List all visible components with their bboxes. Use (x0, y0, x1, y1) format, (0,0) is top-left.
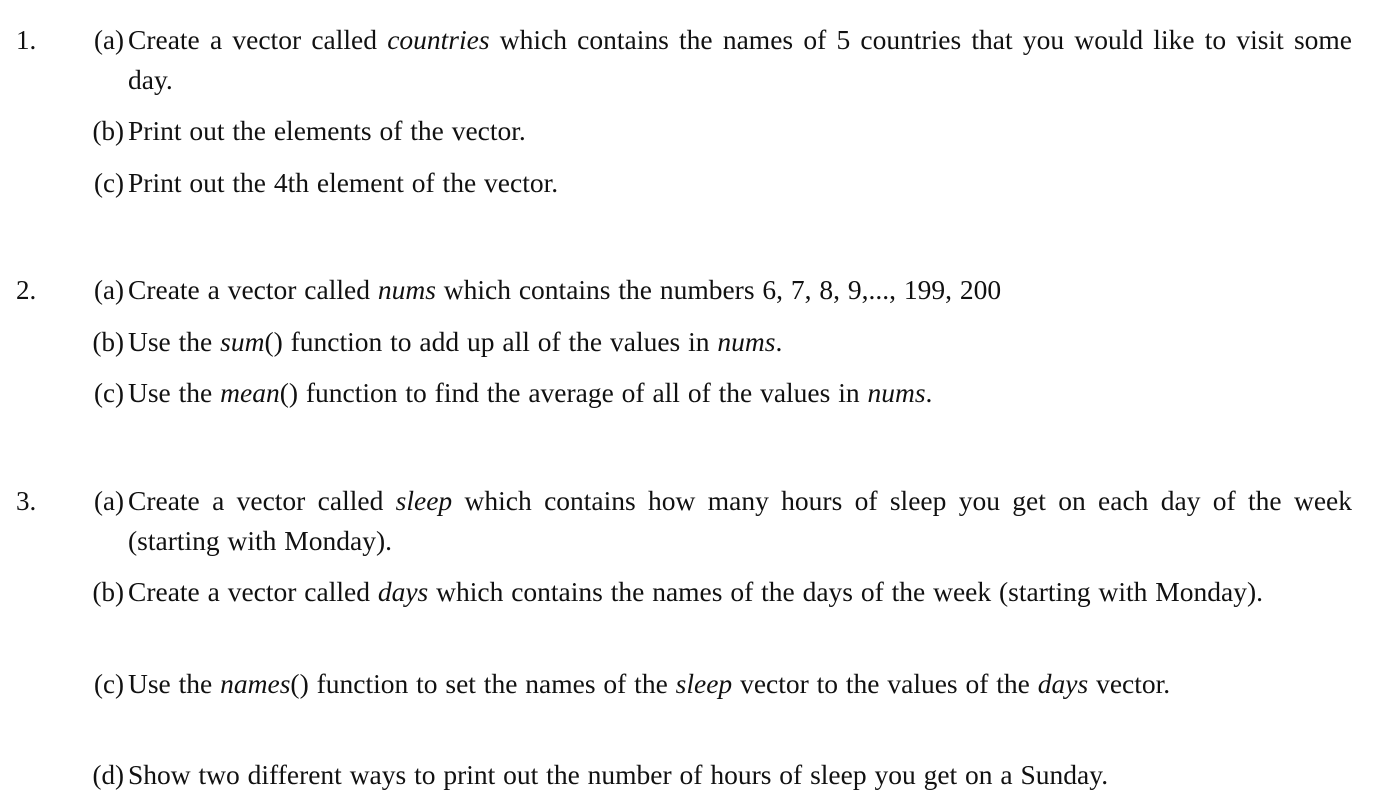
text-segment: Create a vector called (128, 274, 378, 305)
item-label: (c) (94, 669, 124, 699)
variable-name: nums (717, 326, 776, 357)
item-text (128, 755, 1352, 795)
text-segment: which contains the names of the days of the week (starting with Monday). (428, 576, 1263, 607)
item-label: (c) (94, 378, 124, 408)
text-segment: vector to the values of the (732, 668, 1038, 699)
text-segment: . (775, 326, 783, 357)
text-segment: () function to add up all of the values in (264, 326, 718, 357)
text-segment: Use the (128, 377, 221, 408)
item-label: (b) (92, 327, 124, 357)
item-label: (d) (92, 760, 124, 790)
item-text (128, 572, 1352, 612)
text-segment: Use the (128, 326, 221, 357)
text-segment: which contains the numbers 6, 7, 8, 9,..., 199, 200 (435, 274, 1002, 305)
variable-name: days (1037, 668, 1089, 699)
function-name: names (220, 668, 291, 699)
question-number: 2. (16, 275, 37, 305)
text-segment: Create a vector called (128, 485, 396, 516)
variable-name: days (377, 576, 429, 607)
text-segment: Use the (128, 668, 221, 699)
item-label: (a) (94, 25, 124, 55)
text-segment: vector. (1088, 668, 1171, 699)
function-name: mean (220, 377, 280, 408)
item-label: (b) (92, 116, 124, 146)
text-segment: which contains how many hours of sleep you get on each day of the week (starting with Monday). (128, 485, 1352, 556)
text-segment: Show two different ways to print out the number of hours of sleep you get on a Sunday. (128, 759, 1109, 790)
item-text (128, 163, 1352, 203)
text-segment: () function to set the names of the (290, 668, 676, 699)
question-number: 1. (16, 25, 37, 55)
item-text (128, 481, 1352, 561)
text-segment: Print out the 4th element of the vector. (128, 167, 559, 198)
item-label: (a) (94, 486, 124, 516)
text-segment: which contains the names of 5 countries that you would like to visit some day. (128, 24, 1352, 95)
item-text (128, 322, 1352, 362)
text-segment: Print out the elements of the vector. (128, 115, 526, 146)
variable-name: sleep (395, 485, 453, 516)
variable-name: nums (377, 274, 436, 305)
variable-name: nums (867, 377, 926, 408)
item-text (128, 20, 1352, 100)
item-label: (c) (94, 168, 124, 198)
item-text (128, 111, 1352, 151)
variable-name: sleep (675, 668, 733, 699)
item-label: (b) (92, 577, 124, 607)
item-label: (a) (94, 275, 124, 305)
text-segment: . (925, 377, 933, 408)
item-text (128, 373, 1352, 413)
text-segment: Create a vector called (128, 24, 388, 55)
item-text (128, 664, 1352, 704)
text-segment: () function to find the average of all of the values in (279, 377, 868, 408)
question-number: 3. (16, 486, 37, 516)
variable-name: countries (387, 24, 490, 55)
function-name: sum (220, 326, 265, 357)
item-text (128, 270, 1352, 310)
text-segment: Create a vector called (128, 576, 378, 607)
